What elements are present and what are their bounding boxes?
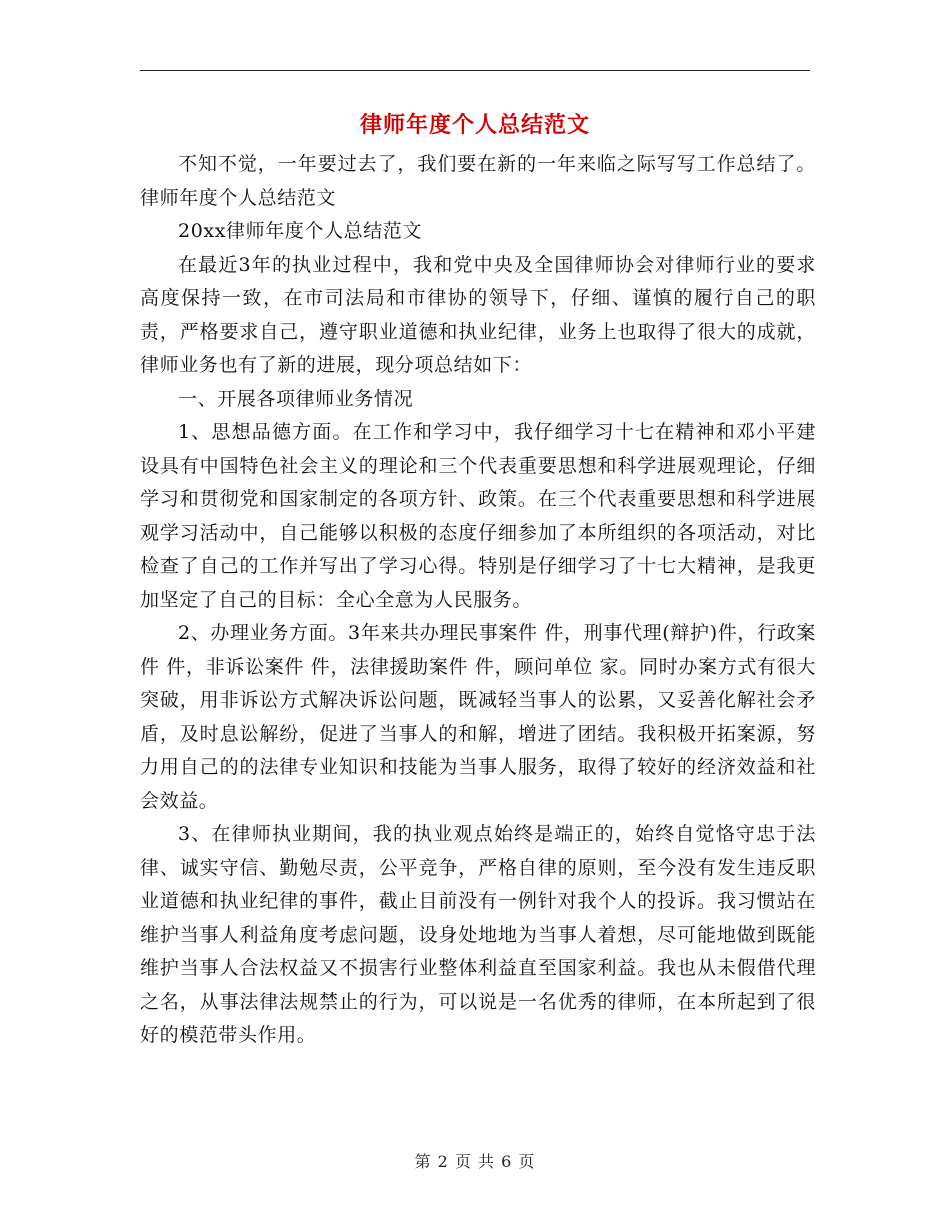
paragraph-overview: 在最近3年的执业过程中，我和党中央及全国律师协会对律师行业的要求高度保持一致，在市司法局和市律协的领导下，仔细、谨慎的履行自己的职责，严格要求自己，遵守职业道德和执业纪律，业务上也取得了很大的成就，律师业务也有了新的进展，现分项总结如下： <box>140 253 816 376</box>
page-footer: 第 2 页 共 6 页 <box>414 1152 536 1171</box>
paragraph-ideology: 1、思想品德方面。在工作和学习中，我仔细学习十七在精神和邓小平建设具有中国特色社会主义的理论和三个代表重要思想和科学进展观理论，仔细学习和贯彻党和国家制定的各项方针、政策。在三个代表重要思想和科学进展观学习活动中，自己能够以积极的态度仔细参加了本所组织的各项活动，对比检查了自己的工作并写出了学习心得。特别是仔细学习了十七大精神，是我更加坚定了自己的目标：全心全意为人民服务。 <box>140 421 816 611</box>
header-rule <box>140 70 810 71</box>
paragraph-intro: 不知不觉，一年要过去了，我们要在新的一年来临之际写写工作总结了。律师年度个人总结范文 <box>140 153 816 209</box>
paragraph-business: 2、办理业务方面。3年来共办理民事案件 件，刑事代理(辩护)件，行政案件 件，非诉讼案件 件，法律援助案件 件，顾问单位 家。同时办案方式有很大突破，用非诉讼方式解决诉讼问题，既减轻当事人的讼累，又妥善化解社会矛盾，及时息讼解纷，促进了当事人的和解，增进了团结。我积极开拓案源，努力用自己的的法律专业知识和技能为当事人服务，取得了较好的经济效益和社会效益。 <box>140 622 816 812</box>
paragraph-subtitle: 20xx律师年度个人总结范文 <box>178 220 423 242</box>
document-body <box>140 148 816 1053</box>
section-heading: 一、开展各项律师业务情况 <box>178 387 414 410</box>
document-title: 律师年度个人总结范文 <box>359 112 590 138</box>
paragraph-conduct: 3、在律师执业期间，我的执业观点始终是端正的，始终自觉恪守忠于法律、诚实守信、勤勉尽责，公平竞争，严格自律的原则，至今没有发生违反职业道德和执业纪律的事件，截止目前没有一例针对我个人的投诉。我习惯站在维护当事人利益角度考虑问题，设身处地地为当事人着想，尽可能地做到既能维护当事人合法权益又不损害行业整体利益直至国家利益。我也从未假借代理之名，从事法律法规禁止的行为，可以说是一名优秀的律师，在本所起到了很好的模范带头作用。 <box>140 823 816 1046</box>
